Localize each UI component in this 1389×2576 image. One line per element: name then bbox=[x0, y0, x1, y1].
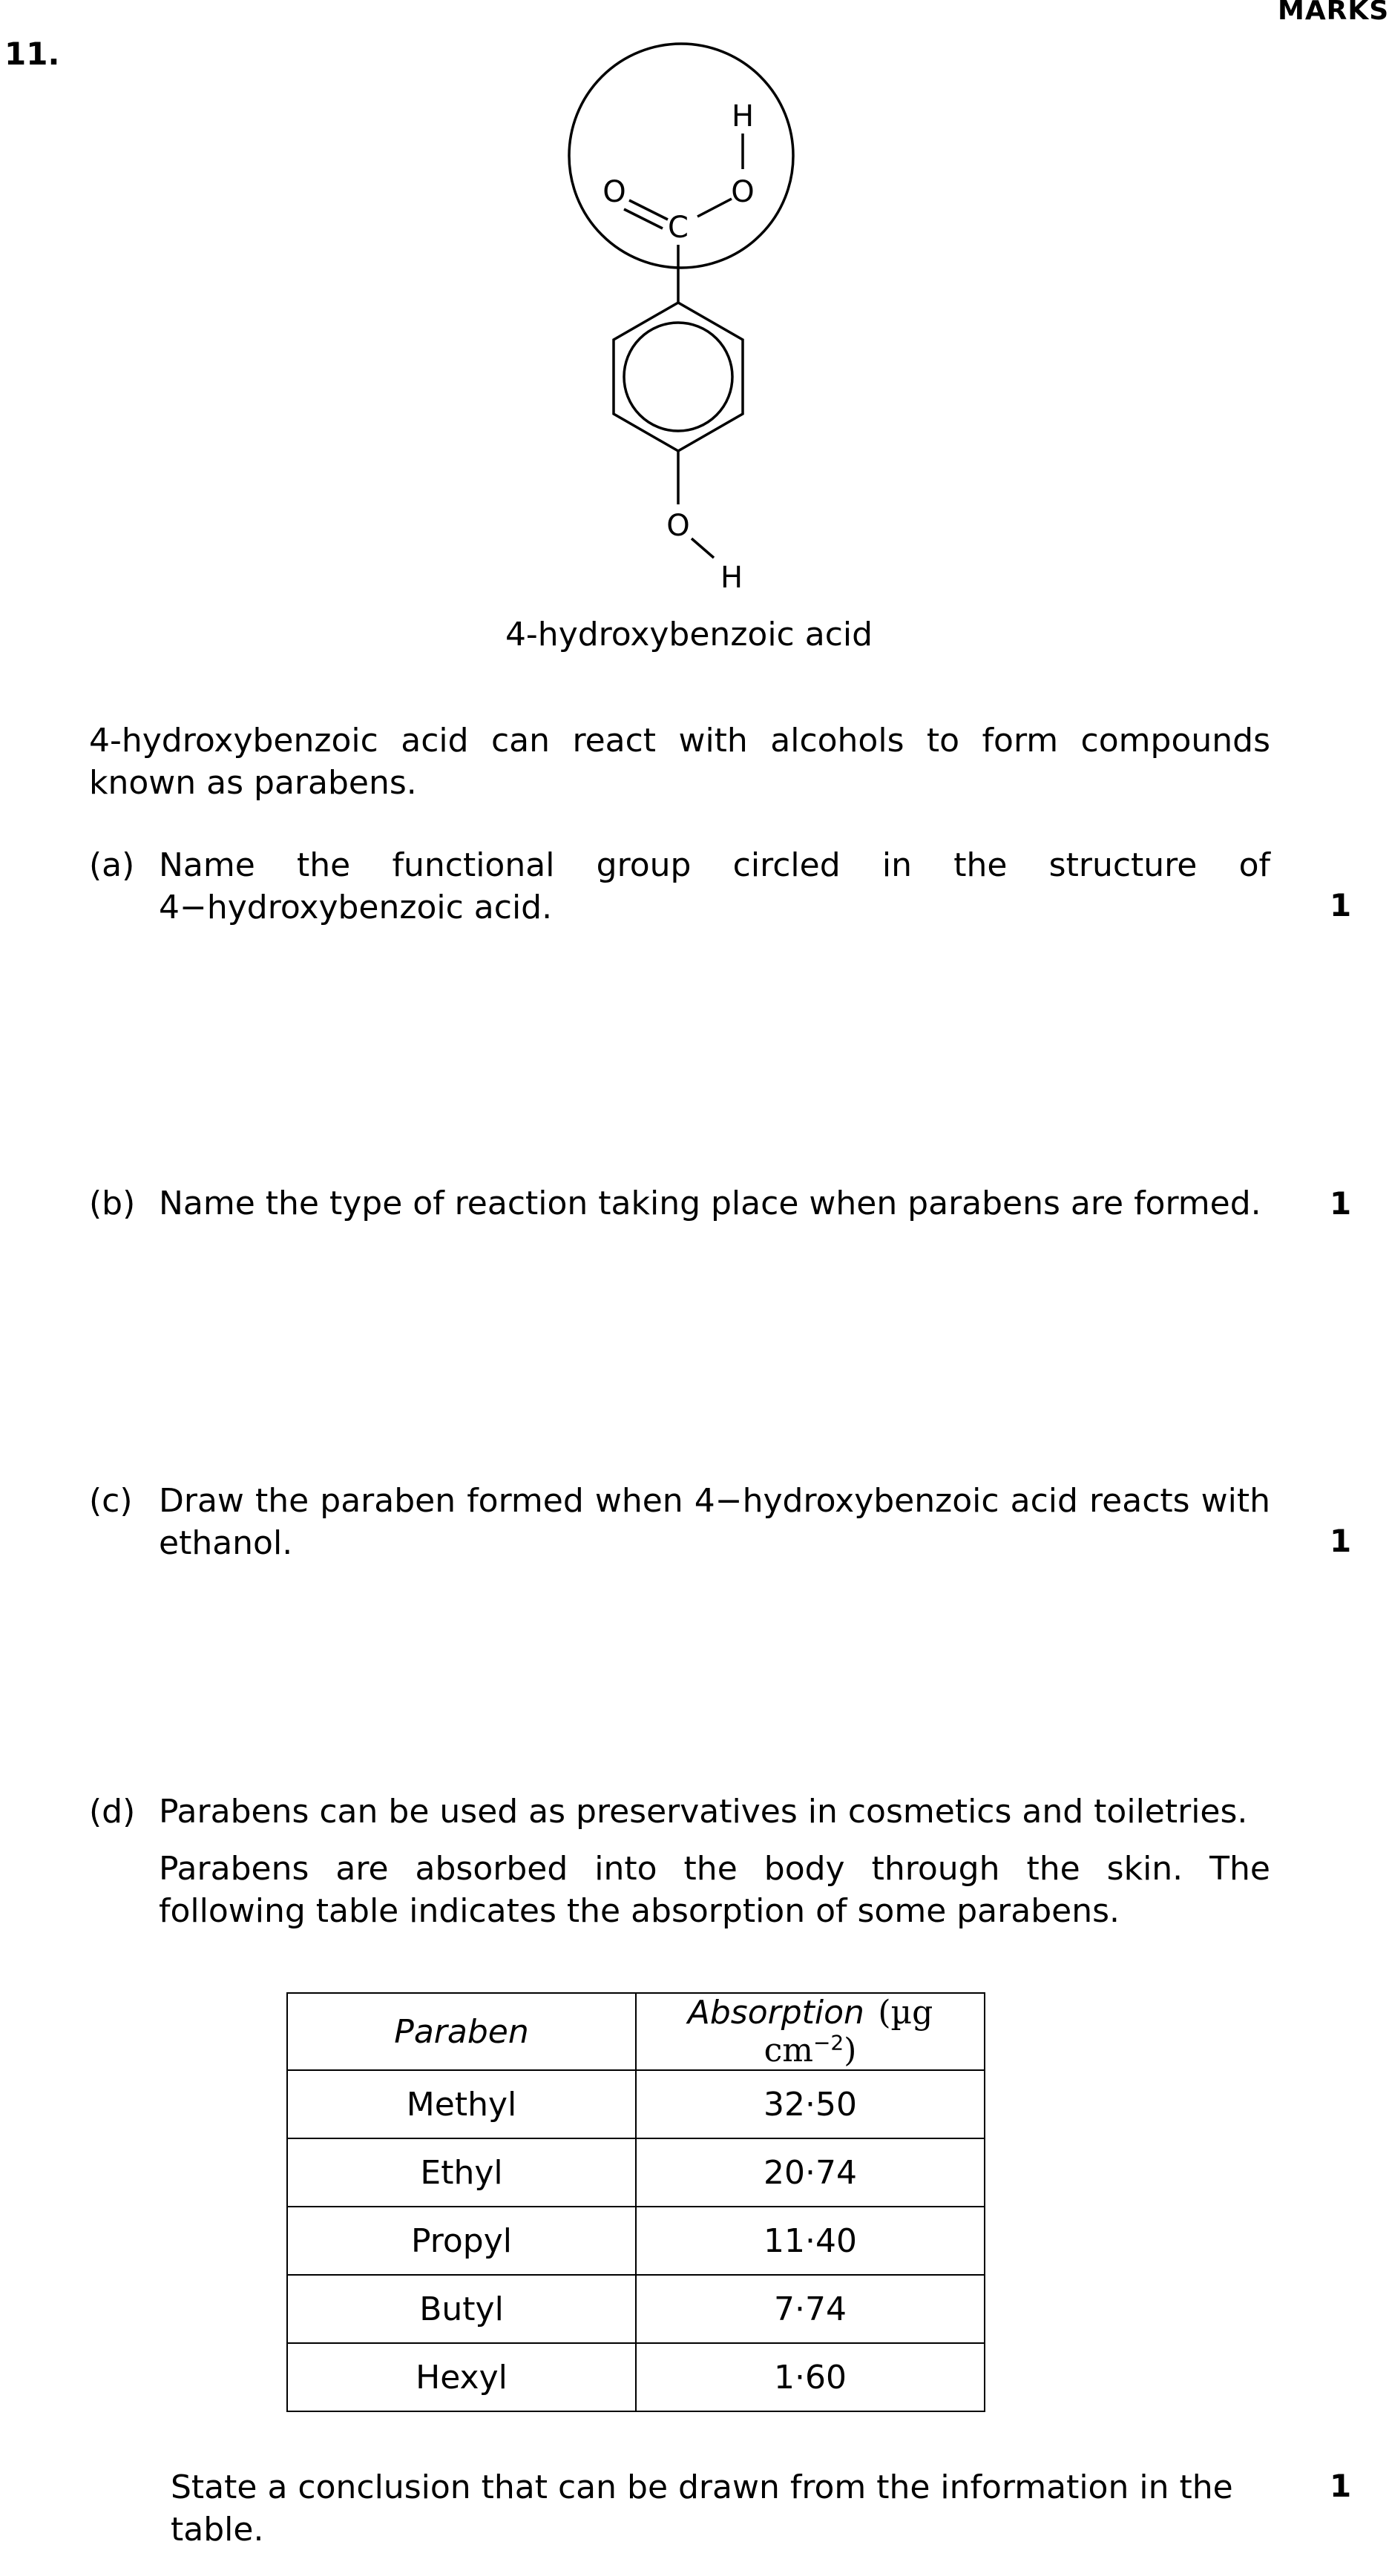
question-number: 11. bbox=[4, 36, 60, 72]
part-d-conclusion: State a conclusion that can be drawn from the information in the table. bbox=[171, 2468, 1233, 2549]
structure-diagram bbox=[0, 0, 1378, 638]
header-paraben: Paraben bbox=[287, 1993, 636, 2070]
paraben-name: Ethyl bbox=[287, 2138, 636, 2207]
part-b-marks: 1 bbox=[1330, 1185, 1352, 1222]
atom-o-single: O bbox=[731, 175, 755, 209]
atom-o-bottom: O bbox=[666, 509, 690, 543]
part-d-label: (d) bbox=[89, 1793, 136, 1831]
atom-h-bottom: H bbox=[720, 561, 743, 595]
atom-o-double: O bbox=[602, 175, 626, 209]
marks-column-header: MARKS bbox=[1278, 0, 1389, 26]
paraben-name: Butyl bbox=[287, 2275, 636, 2343]
absorption-value: 11·40 bbox=[636, 2207, 985, 2275]
part-d-marks: 1 bbox=[1330, 2468, 1352, 2504]
absorption-value: 1·60 bbox=[636, 2343, 985, 2411]
part-c-text: Draw the paraben formed when 4−hydroxybenzoic acid reacts with ethanol. bbox=[159, 1482, 1270, 1562]
table-header-row bbox=[287, 1993, 985, 2070]
part-c-label: (c) bbox=[89, 1482, 133, 1520]
benzene-inner-circle bbox=[624, 323, 732, 431]
header-absorption: Absorption (µg $cm^{-2}$) bbox=[636, 1993, 985, 2070]
paraben-name: Propyl bbox=[287, 2207, 636, 2275]
table-row bbox=[287, 2207, 985, 2275]
absorption-table bbox=[286, 1992, 985, 2412]
part-c-marks: 1 bbox=[1330, 1523, 1352, 1559]
part-d-text2: Parabens are absorbed into the body through the skin. The following table indicates the absorption of some parabens. bbox=[159, 1850, 1270, 1930]
part-b-text: Name the type of reaction taking place when parabens are formed. bbox=[159, 1185, 1261, 1222]
part-a-text: Name the functional group circled in the structure of 4−hydroxybenzoic acid. bbox=[159, 846, 1270, 926]
absorption-value: 32·50 bbox=[636, 2070, 985, 2138]
part-a-marks: 1 bbox=[1330, 887, 1352, 923]
atom-c-carboxyl: C bbox=[668, 211, 689, 245]
absorption-value: 20·74 bbox=[636, 2138, 985, 2207]
table-row bbox=[287, 2070, 985, 2138]
paraben-name: Hexyl bbox=[287, 2343, 636, 2411]
structure-caption: 4-hydroxybenzoic acid bbox=[505, 616, 873, 653]
intro-text: 4-hydroxybenzoic acid can react with alcohols to form compounds known as parabens. bbox=[89, 722, 1270, 802]
part-d-text: Parabens can be used as preservatives in cosmetics and toiletries. bbox=[159, 1793, 1248, 1831]
part-a-label: (a) bbox=[89, 846, 135, 884]
table-row bbox=[287, 2275, 985, 2343]
table-row bbox=[287, 2138, 985, 2207]
table-row bbox=[287, 2343, 985, 2411]
benzene-ring bbox=[614, 303, 743, 451]
paraben-name: Methyl bbox=[287, 2070, 636, 2138]
atom-h-top: H bbox=[731, 99, 755, 134]
part-b-label: (b) bbox=[89, 1185, 136, 1222]
absorption-value: 7·74 bbox=[636, 2275, 985, 2343]
